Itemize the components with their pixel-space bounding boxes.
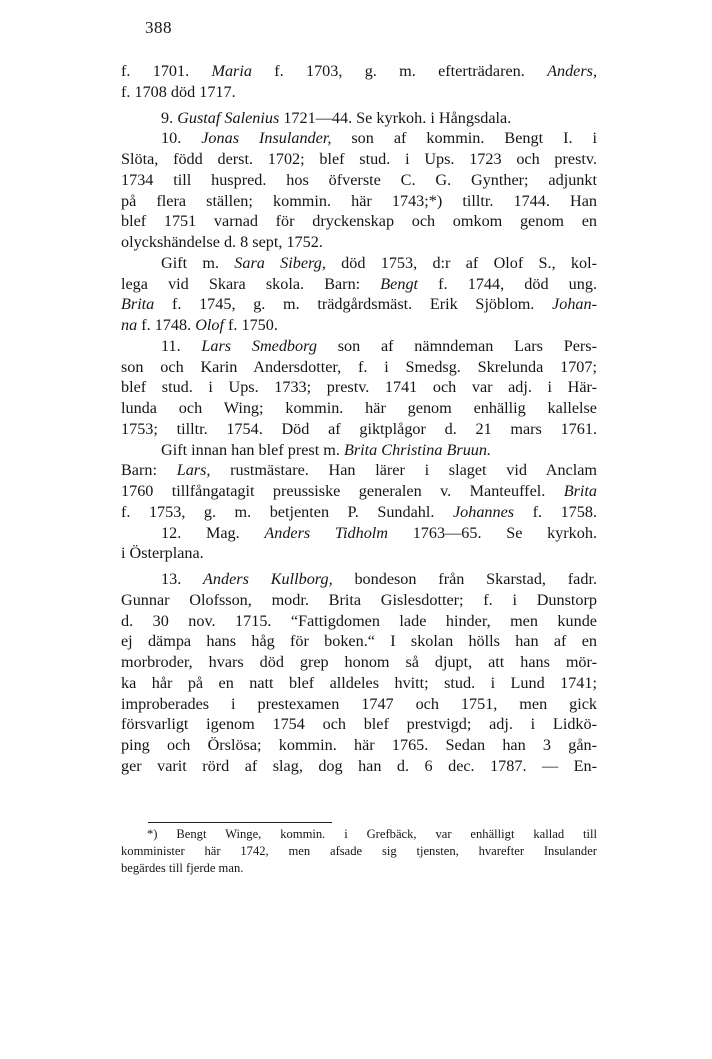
text-run: son af kommin. Bengt I. i bbox=[331, 129, 598, 148]
text-line bbox=[121, 460, 597, 481]
italic-name: Maria bbox=[211, 62, 252, 80]
text-line bbox=[121, 315, 597, 336]
text-line bbox=[121, 481, 597, 502]
italic-name: Brita bbox=[121, 295, 155, 314]
text-run: son och Karin Andersdotter, f. i Smedsg. Skrelunda 1707; bbox=[121, 357, 597, 376]
text-run: 10. bbox=[161, 129, 202, 148]
text-run: 9. bbox=[161, 108, 178, 127]
text-run: Barn: bbox=[121, 461, 177, 480]
text-line bbox=[121, 232, 597, 253]
text-run: ej dämpa hans håg för boken.“ I skolan hölls han af en bbox=[121, 632, 597, 651]
text-run: bondeson från Skarstad, fadr. bbox=[332, 570, 597, 588]
text-run: f. 1745, g. m. trädgårdsmäst. Erik Sjöblom. bbox=[154, 295, 553, 314]
text-line bbox=[121, 652, 597, 673]
page-number: 388 bbox=[145, 18, 172, 37]
text-run: 11. bbox=[161, 336, 202, 355]
text-run: f. 1748. bbox=[137, 316, 196, 334]
text-line bbox=[121, 419, 597, 440]
text-line bbox=[121, 274, 597, 295]
text-run: d. 30 nov. 1715. “Fattigdomen lade hinder, men kunde bbox=[121, 611, 597, 630]
text-line bbox=[121, 590, 597, 611]
text-run: rustmästare. Han lärer i slaget vid Anclam bbox=[210, 461, 597, 480]
text-run: Gift innan han blef prest m. bbox=[161, 440, 344, 459]
text-line bbox=[121, 211, 597, 232]
text-run: 13. bbox=[161, 570, 204, 588]
text-run: lunda och Wing; kommin. här genom enhällig kallelse bbox=[121, 399, 597, 417]
text-line bbox=[121, 735, 597, 756]
footnote-line: begärdes till fjerde man. bbox=[121, 861, 244, 875]
text-run: olyckshändelse d. 8 sept, 1752. bbox=[121, 233, 323, 251]
footnote-line: *) Bengt Winge, kommin. i Grefbäck, var enhälligt kallad till bbox=[147, 827, 597, 841]
italic-name: Anders Tidholm bbox=[264, 523, 388, 542]
text-run: ping och Örslösa; kommin. här 1765. Sedan han 3 gån- bbox=[121, 736, 597, 754]
text-line bbox=[121, 543, 597, 564]
text-run: son af nämndeman Lars Pers- bbox=[316, 336, 597, 355]
text-line bbox=[121, 502, 597, 523]
text-run: 1760 tillfångatagit preussiske generalen v. Manteuffel. bbox=[121, 482, 564, 500]
text-line bbox=[121, 398, 597, 419]
text-line bbox=[121, 61, 597, 82]
text-run: Gunnar Olofsson, modr. Brita Gislesdotter; f. i Dunstorp bbox=[121, 590, 597, 609]
text-run: 1763—65. Se kyrkoh. bbox=[388, 523, 597, 542]
text-run: f. 1701. bbox=[121, 62, 212, 80]
body-text bbox=[121, 61, 597, 777]
footnote bbox=[121, 826, 597, 877]
footnote-line: komminister här 1742, men afsade sig tjensten, hvarefter Insulander bbox=[121, 844, 597, 858]
italic-name: Johannes bbox=[452, 502, 515, 521]
italic-name: Bengt bbox=[380, 274, 419, 293]
text-line bbox=[121, 191, 597, 212]
text-run: improberades i prestexamen 1747 och 1751, men gick bbox=[121, 694, 597, 713]
text-run: blef 1751 varnad för dryckenskap och omkom genom en bbox=[121, 212, 597, 231]
text-run: ger varit rörd af slag, dog han d. 6 dec. 1787. — En- bbox=[121, 756, 597, 775]
text-run: 1734 till huspred. hos öfverste C. G. Gynther; adjunkt bbox=[121, 170, 597, 189]
text-line bbox=[121, 294, 597, 315]
text-run: död 1753, d:r af Olof S., kol- bbox=[325, 253, 597, 272]
text-run: f. 1750. bbox=[223, 316, 278, 334]
entry-13 bbox=[121, 569, 597, 590]
text-line bbox=[121, 756, 597, 777]
entry-11 bbox=[121, 336, 597, 357]
text-line bbox=[121, 253, 597, 274]
text-line bbox=[121, 611, 597, 632]
text-line bbox=[121, 714, 597, 735]
italic-name: Brita bbox=[563, 482, 597, 500]
italic-name: Brita Christina Bruun. bbox=[343, 440, 492, 459]
text-line bbox=[121, 170, 597, 191]
italic-name: Sara Siberg, bbox=[234, 253, 326, 272]
text-line bbox=[121, 694, 597, 715]
text-run: 1721—44. Se kyrkoh. i Hångsdala. bbox=[279, 108, 512, 127]
text-run: i Österplana. bbox=[121, 544, 204, 563]
text-run: f. 1744, död ung. bbox=[418, 274, 597, 293]
entry-10 bbox=[121, 128, 597, 149]
italic-name: Gustaf Salenius bbox=[177, 108, 280, 127]
text-run: morbroder, hvars död grep honom så djupt, att hans mör- bbox=[121, 653, 597, 671]
italic-name: Lars, bbox=[176, 461, 211, 480]
text-line bbox=[121, 631, 597, 652]
text-line bbox=[121, 149, 597, 170]
text-run: lega vid Skara skola. Barn: bbox=[121, 274, 381, 293]
text-line bbox=[121, 673, 597, 694]
text-run: f. 1703, g. m. efterträdaren. bbox=[251, 62, 548, 80]
text-line bbox=[121, 82, 597, 103]
italic-name: Olof bbox=[195, 316, 224, 334]
text-run: f. 1708 död 1717. bbox=[121, 82, 236, 101]
entry-12 bbox=[121, 523, 597, 544]
italic-name: Anders, bbox=[547, 62, 598, 80]
italic-name: Johan- bbox=[552, 295, 597, 314]
text-run: f. 1758. bbox=[514, 502, 598, 521]
text-line bbox=[121, 440, 597, 461]
text-run: på flera ställen; kommin. här 1743;*) tilltr. 1744. Han bbox=[121, 191, 597, 210]
text-line bbox=[121, 377, 597, 398]
text-run: försvarligt igenom 1754 och blef prestvigd; adj. i Lidkö- bbox=[121, 715, 597, 734]
text-run: Gift m. bbox=[161, 253, 235, 272]
italic-name: na bbox=[121, 316, 138, 334]
footnote-rule bbox=[148, 822, 332, 823]
text-run: blef stud. i Ups. 1733; prestv. 1741 och var adj. i Här- bbox=[121, 378, 597, 397]
text-run: ka hår på en natt blef alldeles hvitt; stud. i Lund 1741; bbox=[121, 673, 597, 692]
italic-name: Anders Kullborg, bbox=[203, 570, 333, 588]
text-run: Slöta, född derst. 1702; blef stud. i Ups. 1723 och prestv. bbox=[121, 150, 597, 168]
text-run: f. 1753, g. m. betjenten P. Sundahl. bbox=[121, 502, 453, 521]
entry-9 bbox=[121, 108, 597, 129]
italic-name: Jonas Insulander, bbox=[201, 129, 332, 148]
italic-name: Lars Smedborg bbox=[201, 336, 317, 355]
text-line bbox=[121, 357, 597, 378]
text-run: 12. Mag. bbox=[161, 523, 265, 542]
text-run: 1753; tilltr. 1754. Död af giktplågor d. 21 mars 1761. bbox=[121, 419, 597, 438]
